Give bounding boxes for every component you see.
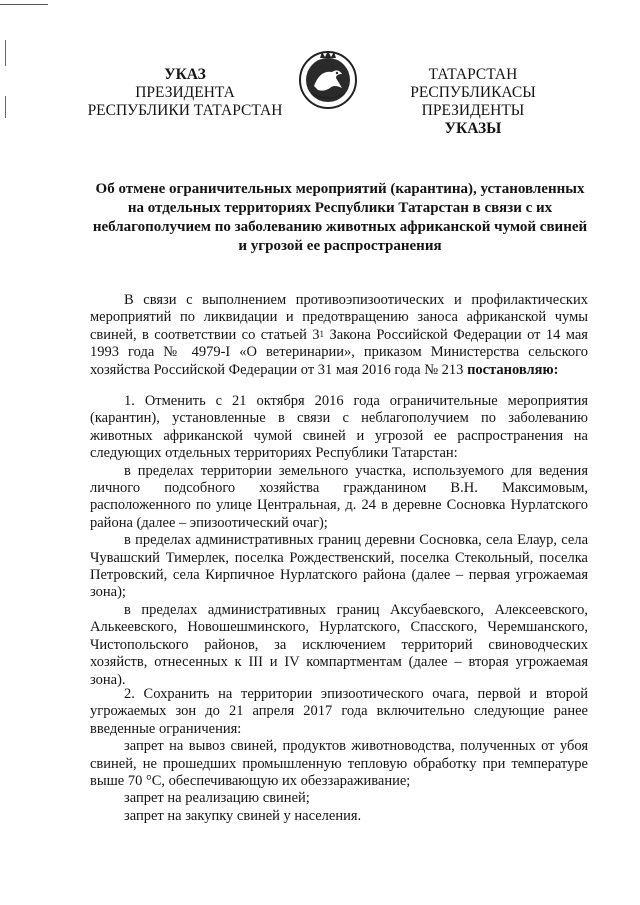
header-left-ru [80,66,290,120]
section-1-item: в пределах административных границ деревни Сосновка, села Елаур, села Чувашский Тимерлек, поселка Рождественский, поселка Стекольный, поселка Петровский, села Кирпичное Нурлатского района (далее – первая угрожаемая зона); [90,532,588,601]
section-2-item: запрет на реализацию свиней; [124,790,310,807]
preamble-part2: Закона Российской Федерации от 14 мая 1993 года № 4979-I «О ветеринарии», приказом Министерства сельского хозяйства Российской Федерации от 31 мая 2016 года № 213 [90,326,588,378]
scan-edge-line [0,4,48,5]
decree-title: Об отмене ограничительных мероприятий (карантина), установленных на отдельных территориях Республики Татарстан в связи с их неблагополучием по заболеванию животных африканской чумой свиней и угрозой ее распространения [92,181,588,254]
section-2-item: запрет на вывоз свиней, продуктов животноводства, полученных от убоя свиней, не прошедших промышленную тепловую обработку при температуре выше 70 °С, обеспечивающую их обеззараживание; [90,738,588,790]
section-2-item: запрет на закупку свиней у населения. [124,807,362,824]
header-left-line2: ПРЕЗИДЕНТА [135,84,235,101]
header-left-line3: РЕСПУБЛИКИ ТАТАРСТАН [87,102,283,119]
article-superscript: 1 [319,328,325,339]
coat-of-arms-icon [298,48,358,112]
header-left-line1: УКАЗ [164,66,206,83]
header-right-tt [368,66,578,138]
preamble-keyword: постановляю: [467,361,559,378]
header-right-line1: ТАТАРСТАН РЕСПУБЛИКАСЫ [410,66,536,101]
section-1 [90,393,588,689]
margin-mark [5,40,6,66]
section-1-item: в пределах административных границ Аксубаевского, Алексеевского, Алькеевского, Новошешминского, Нурлатского, Спасского, Черемшанского, Чистопольского районов, за исключением территорий свиноводческих хозяйств, отнесенных к III и IV компартментам (далее – вторая угрожаемая зона). [90,601,588,688]
margin-mark [5,96,6,118]
preamble [90,292,588,379]
section-2-lead: 2. Сохранить на территории эпизоотического очага, первой и второй угрожаемых зон до 21 апреля 2017 года включительно следующие ранее введенные ограничения: [90,686,588,737]
header-right-line2: ПРЕЗИДЕНТЫ [421,102,525,119]
section-1-lead: 1. Отменить с 21 октября 2016 года ограничительные мероприятия (карантин), установленные в связи с неблагополучием по заболеванию животных африканской чумой свиней и угрозой ее распространения на следующих отдельных территориях Республики Татарстан: [90,393,588,462]
header-right-line3: УКАЗЫ [444,120,502,137]
preamble-part1: В связи с выполнением противоэпизоотических и профилактических мероприятий по ликвидации и предотвращению заноса африканской чумы свиней, в соответствии со статьей 3 [90,292,588,343]
section-2 [90,686,588,825]
section-1-item: в пределах территории земельного участка, используемого для ведения личного подсобного хозяйства гражданином В.Н. Максимовым, расположенного по улице Центральная, д. 24 в деревне Сосновка Нурлатского района (далее – эпизоотический очаг); [90,462,588,531]
